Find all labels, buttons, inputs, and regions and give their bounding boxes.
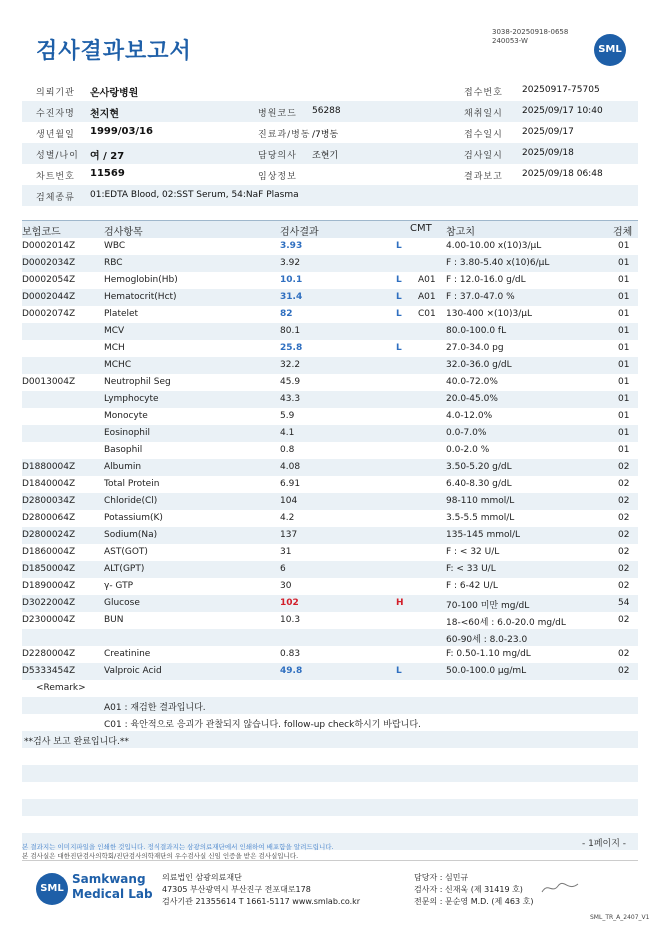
staff-specialist: 전문의 : 문순영 M.D. (제 463 호) (414, 897, 534, 906)
result-cell: 0.8 (280, 445, 295, 455)
chart-label: 차트번호 (36, 172, 75, 182)
item-cell: Hematocrit(Hct) (104, 292, 177, 302)
code-cell: D1850004Z (22, 564, 76, 574)
specimen-value: 01:EDTA Blood, 02:SST Serum, 54:NaF Plasma (90, 190, 299, 200)
reported-label: 결과보고 (464, 172, 503, 182)
specimen-cell: 01 (618, 309, 630, 319)
table-row (22, 459, 638, 476)
specimen-cell: 01 (618, 377, 630, 387)
table-row (22, 357, 638, 374)
signature (540, 880, 580, 896)
table-row (22, 408, 638, 425)
dept-value: /7병동 (312, 130, 339, 140)
table-row (22, 578, 638, 595)
specimen-cell: 01 (618, 428, 630, 438)
table-row (22, 425, 638, 442)
code-cell: D2280004Z (22, 649, 76, 659)
remark-a01-row (22, 697, 638, 714)
reference-cell: 130-400 ×(10)3/μL (446, 309, 532, 319)
brand-name (72, 872, 153, 902)
code-cell: D1880004Z (22, 462, 76, 472)
specimen-cell: 01 (618, 326, 630, 336)
result-cell: 31.4 (280, 292, 303, 302)
result-cell: 4.2 (280, 513, 295, 523)
hosp-code-label: 병원코드 (258, 109, 297, 119)
item-cell: Glucose (104, 598, 140, 608)
result-cell: 0.83 (280, 649, 301, 659)
remark-label-row (22, 680, 638, 697)
specimen-cell: 02 (618, 530, 630, 540)
table-row (22, 527, 638, 544)
reference-cell: 40.0-72.0% (446, 377, 498, 387)
header-code: 보험코드 (22, 227, 61, 238)
item-cell: Basophil (104, 445, 143, 455)
hospital-value: 온사랑병원 (90, 88, 139, 99)
code-cell: D1840004Z (22, 479, 76, 489)
hospital-label: 의뢰기관 (36, 88, 75, 98)
specimen-cell: 01 (618, 343, 630, 353)
specimen-cell: 02 (618, 666, 630, 676)
code-cell: D5333454Z (22, 666, 76, 676)
item-cell: WBC (104, 241, 126, 251)
sexage-label: 성별/나이 (36, 151, 79, 161)
brand-line1: Samkwang (72, 872, 146, 886)
code-cell: D2800034Z (22, 496, 76, 506)
blank-row (22, 748, 638, 765)
item-cell: Monocyte (104, 411, 148, 421)
remark-c01-row (22, 714, 638, 731)
table-row (22, 340, 638, 357)
result-cell: 5.9 (280, 411, 295, 421)
item-cell: Sodium(Na) (104, 530, 158, 540)
table-row (22, 595, 638, 612)
reference-cell: F : < 32 U/L (446, 547, 500, 557)
item-cell: Eosinophil (104, 428, 151, 438)
reference-cell: 135-145 mmol/L (446, 530, 521, 540)
clinical-label: 임상정보 (258, 172, 297, 182)
result-cell: 43.3 (280, 394, 301, 404)
result-cell: 6 (280, 564, 286, 574)
blank-row (22, 782, 638, 799)
result-cell: 6.91 (280, 479, 301, 489)
chart-value: 11569 (90, 168, 125, 179)
reference-cell: 27.0-34.0 pg (446, 343, 504, 353)
code-cell: D0002074Z (22, 309, 76, 319)
header-cmt: CMT (410, 223, 432, 234)
code-cell: D0013004Z (22, 377, 76, 387)
result-cell: 82 (280, 309, 293, 319)
code-cell: D0002034Z (22, 258, 76, 268)
specimen-cell: 01 (618, 275, 630, 285)
info-row-chart (22, 164, 638, 185)
specimen-cell: 01 (618, 241, 630, 251)
staff-tester: 검사자 : 신재욱 (제 31419 호) (414, 885, 523, 894)
table-row (22, 238, 638, 255)
table-body (22, 238, 638, 680)
item-cell: Creatinine (104, 649, 151, 659)
header-ref: 참고치 (446, 227, 475, 238)
hosp-code-value: 56288 (312, 106, 341, 116)
info-row-dob (22, 122, 638, 143)
reference-cell: F : 37.0-47.0 % (446, 292, 515, 302)
specimen-cell: 54 (618, 598, 630, 608)
org-name: 의료법인 삼광의료재단 (162, 873, 242, 882)
specimen-cell: 01 (618, 258, 630, 268)
info-row-sexage (22, 143, 638, 164)
result-cell: 104 (280, 496, 298, 506)
specimen-cell: 02 (618, 479, 630, 489)
result-cell: 4.08 (280, 462, 301, 472)
item-cell: MCHC (104, 360, 132, 370)
code-cell: D1890004Z (22, 581, 76, 591)
specimen-label: 검체종류 (36, 193, 75, 203)
item-cell: Platelet (104, 309, 139, 319)
specimen-cell: 02 (618, 547, 630, 557)
table-row (22, 663, 638, 680)
cmt-cell: A01 (418, 275, 436, 285)
code-cell: D2800024Z (22, 530, 76, 540)
blank-row (22, 765, 638, 782)
remark-label: <Remark> (36, 683, 86, 693)
document-id (492, 28, 568, 46)
reference-cell: 4.00-10.00 x(10)3/μL (446, 241, 542, 251)
patient-info (22, 80, 638, 206)
result-cell: 3.92 (280, 258, 301, 268)
table-row (22, 306, 638, 323)
result-cell: 4.1 (280, 428, 295, 438)
item-cell: Potassium(K) (104, 513, 163, 523)
flag-cell: L (396, 666, 402, 676)
cmt-cell: C01 (418, 309, 436, 319)
page-number: - 1페이지 - (582, 839, 627, 849)
specimen-cell: 02 (618, 564, 630, 574)
specimen-cell: 01 (618, 411, 630, 421)
result-cell: 45.9 (280, 377, 301, 387)
dept-label: 진료과/병동 (258, 130, 311, 140)
reference-cell: 4.0-12.0% (446, 411, 493, 421)
org-address: 47305 부산광역시 부산진구 전포대로178 (162, 885, 311, 894)
header-specimen: 검체 (613, 227, 633, 238)
flag-cell: H (396, 598, 404, 608)
result-cell: 80.1 (280, 326, 301, 336)
reference-cell: F: < 33 U/L (446, 564, 496, 574)
accession-value: 20250917-75705 (522, 85, 600, 95)
flag-cell: L (396, 241, 402, 251)
sexage-value: 여 / 27 (90, 151, 125, 162)
specimen-cell: 01 (618, 360, 630, 370)
reported-value: 2025/09/18 06:48 (522, 169, 603, 179)
item-cell: Chloride(Cl) (104, 496, 158, 506)
remark-c01: C01 : 육안적으로 응괴가 관찰되지 않습니다. follow-up check하시기 바랍니다. (104, 720, 421, 730)
table-row (22, 374, 638, 391)
specimen-cell: 02 (618, 462, 630, 472)
reference-cell: 60-90세 : 8.0-23.0 (446, 635, 528, 645)
doc-id-line2: 240053-W (492, 37, 528, 45)
item-cell: γ- GTP (104, 581, 134, 591)
reference-cell: F: 0.50-1.10 mg/dL (446, 649, 531, 659)
reference-cell: F : 6-42 U/L (446, 581, 498, 591)
item-cell: Valproic Acid (104, 666, 162, 676)
info-row-hospital (22, 80, 638, 101)
table-row (22, 272, 638, 289)
item-cell: ALT(GPT) (104, 564, 145, 574)
reference-cell: 0.0-7.0% (446, 428, 487, 438)
doc-id-line1: 3038-20250918-0658 (492, 28, 569, 36)
specimen-cell: 01 (618, 445, 630, 455)
flag-cell: L (396, 309, 402, 319)
table-row (22, 289, 638, 306)
result-cell: 137 (280, 530, 298, 540)
result-cell: 3.93 (280, 241, 303, 251)
header-item: 검사항목 (104, 227, 143, 238)
item-cell: Albumin (104, 462, 142, 472)
specimen-cell: 02 (618, 496, 630, 506)
item-cell: Lymphocyte (104, 394, 159, 404)
flag-cell: L (396, 343, 402, 353)
specimen-cell: 02 (618, 615, 630, 625)
reference-cell: 3.50-5.20 g/dL (446, 462, 512, 472)
name-value: 천지현 (90, 109, 119, 120)
org-info (162, 872, 360, 908)
reference-cell: 80.0-100.0 fL (446, 326, 507, 336)
item-cell: RBC (104, 258, 123, 268)
item-cell: BUN (104, 615, 124, 625)
remark-a01: A01 : 재검한 결과입니다. (104, 703, 206, 713)
item-cell: Hemoglobin(Hb) (104, 275, 178, 285)
result-cell: 32.2 (280, 360, 301, 370)
reference-cell: 32.0-36.0 g/dL (446, 360, 512, 370)
specimen-cell: 02 (618, 581, 630, 591)
doctor-label: 담당의사 (258, 151, 297, 161)
table-row (22, 391, 638, 408)
blank-row (22, 816, 638, 833)
info-row-specimen (22, 185, 638, 206)
reference-cell: 0.0-2.0 % (446, 445, 490, 455)
staff-info (414, 872, 533, 908)
table-row (22, 255, 638, 272)
table-row (22, 510, 638, 527)
flag-cell: L (396, 292, 402, 302)
sml-logo: SML (594, 34, 626, 66)
reference-cell: 18-<60세 : 6.0-20.0 mg/dL (446, 618, 566, 628)
tested-value: 2025/09/18 (522, 148, 574, 158)
result-cell: 25.8 (280, 343, 303, 353)
flag-cell: L (396, 275, 402, 285)
info-row-name (22, 101, 638, 122)
result-cell: 10.3 (280, 615, 301, 625)
accession-label: 접수번호 (464, 88, 503, 98)
reference-cell: 50.0-100.0 μg/mL (446, 666, 527, 676)
form-version: SML_TR_A_2407_V1 (590, 914, 650, 921)
sml-footer-logo: SML (36, 873, 68, 905)
specimen-cell: 01 (618, 292, 630, 302)
item-cell: MCV (104, 326, 125, 336)
blank-row (22, 799, 638, 816)
header-result: 검사결과 (280, 227, 319, 238)
reference-cell: 6.40-8.30 g/dL (446, 479, 512, 489)
code-cell: D1860004Z (22, 547, 76, 557)
cmt-cell: A01 (418, 292, 436, 302)
table-row (22, 493, 638, 510)
specimen-cell: 02 (618, 649, 630, 659)
result-cell: 30 (280, 581, 292, 591)
remark-done-row (22, 731, 638, 748)
table-row (22, 323, 638, 340)
brand-line2: Medical Lab (72, 887, 153, 901)
certification-notice: 본 검사실은 대한진단검사의학회/진단검사의학재단의 우수검사실 신임 인증을 받은 검사실입니다. (22, 852, 299, 860)
collect-label: 채취일시 (464, 109, 503, 119)
result-cell: 31 (280, 547, 292, 557)
code-cell: D2300004Z (22, 615, 76, 625)
result-cell: 49.8 (280, 666, 303, 676)
table-row (22, 561, 638, 578)
table-row (22, 544, 638, 561)
doctor-value: 조현기 (312, 151, 339, 161)
staff-manager: 담당자 : 심민규 (414, 873, 469, 882)
reference-cell: 98-110 mmol/L (446, 496, 515, 506)
reference-cell: 20.0-45.0% (446, 394, 498, 404)
reference-cell: F : 12.0-16.0 g/dL (446, 275, 526, 285)
org-contact: 검사기관 21355614 T 1661-5117 www.smlab.co.kr (162, 897, 361, 906)
collect-value: 2025/09/17 10:40 (522, 106, 603, 116)
name-label: 수진자명 (36, 109, 75, 119)
table-row (22, 646, 638, 663)
item-cell: Total Protein (104, 479, 160, 489)
tested-label: 검사일시 (464, 151, 503, 161)
item-cell: Neutrophil Seg (104, 377, 171, 387)
code-cell: D2800064Z (22, 513, 76, 523)
result-cell: 102 (280, 598, 299, 608)
print-notice: 본 결과지는 이미지파일을 인쇄한 것입니다. 정식결과지는 삼광의료재단에서 인쇄하여 배포함을 알려드립니다. (22, 843, 334, 851)
footer-divider (22, 860, 638, 861)
results-table (22, 220, 638, 850)
code-cell: D3022004Z (22, 598, 76, 608)
received-label: 접수일시 (464, 130, 503, 140)
code-cell: D0002044Z (22, 292, 76, 302)
specimen-cell: 02 (618, 513, 630, 523)
result-cell: 10.1 (280, 275, 303, 285)
reference-cell: 3.5-5.5 mmol/L (446, 513, 515, 523)
code-cell: D0002014Z (22, 241, 76, 251)
table-row (22, 612, 638, 629)
table-row (22, 476, 638, 493)
table-row (22, 442, 638, 459)
table-row (22, 629, 638, 646)
report-complete: **검사 보고 완료입니다.** (24, 737, 129, 747)
report-title: 검사결과보고서 (36, 39, 192, 64)
reference-cell: 70-100 미만 mg/dL (446, 601, 530, 611)
dob-label: 생년월일 (36, 130, 75, 140)
dob-value: 1999/03/16 (90, 126, 153, 137)
item-cell: AST(GOT) (104, 547, 148, 557)
reference-cell: F : 3.80-5.40 x(10)6/μL (446, 258, 550, 268)
item-cell: MCH (104, 343, 125, 353)
code-cell: D0002054Z (22, 275, 76, 285)
specimen-cell: 01 (618, 394, 630, 404)
received-value: 2025/09/17 (522, 127, 574, 137)
table-header (22, 220, 638, 238)
